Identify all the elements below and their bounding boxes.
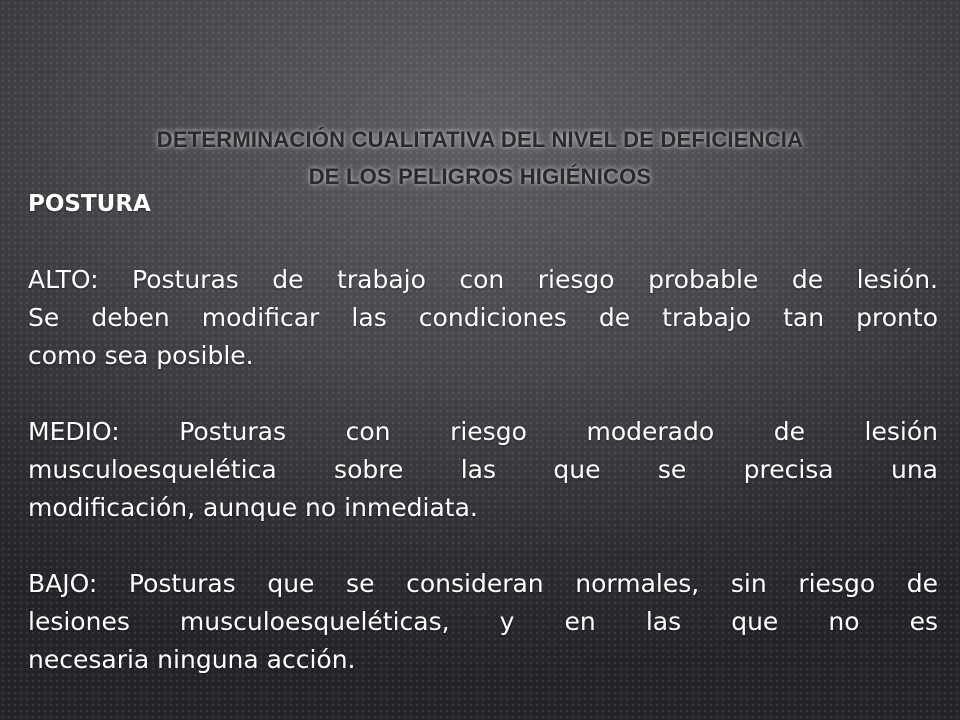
slide-body bbox=[28, 185, 938, 717]
paragraph-alto bbox=[28, 261, 938, 375]
paragraph-bajo bbox=[28, 565, 938, 679]
paragraph-line: ALTO: Posturas de trabajo con riesgo probable de lesión. bbox=[28, 265, 938, 294]
slide-title-line: DETERMINACIÓN CUALITATIVA DEL NIVEL DE DEFICIENCIA bbox=[156, 127, 804, 152]
paragraph-line: Se deben modificar las condiciones de trabajo tan pronto bbox=[28, 303, 938, 332]
slide-title-line: DE LOS PELIGROS HIGIÉNICOS bbox=[308, 164, 652, 189]
paragraph-line: modificación, aunque no inmediata. bbox=[28, 493, 478, 522]
paragraph-line: lesiones musculoesqueléticas, y en las que no es bbox=[28, 607, 938, 636]
paragraph-line: BAJO: Posturas que se consideran normales, sin riesgo de bbox=[28, 569, 938, 598]
slide-title bbox=[0, 121, 960, 195]
paragraph-line: MEDIO: Posturas con riesgo moderado de lesión bbox=[28, 417, 938, 446]
paragraph-line: como sea posible. bbox=[28, 341, 254, 370]
paragraph-line: necesaria ninguna acción. bbox=[28, 645, 356, 674]
paragraph-line: musculoesquelética sobre las que se precisa una bbox=[28, 455, 938, 484]
paragraph-medio bbox=[28, 413, 938, 527]
section-heading: POSTURA bbox=[28, 191, 151, 217]
